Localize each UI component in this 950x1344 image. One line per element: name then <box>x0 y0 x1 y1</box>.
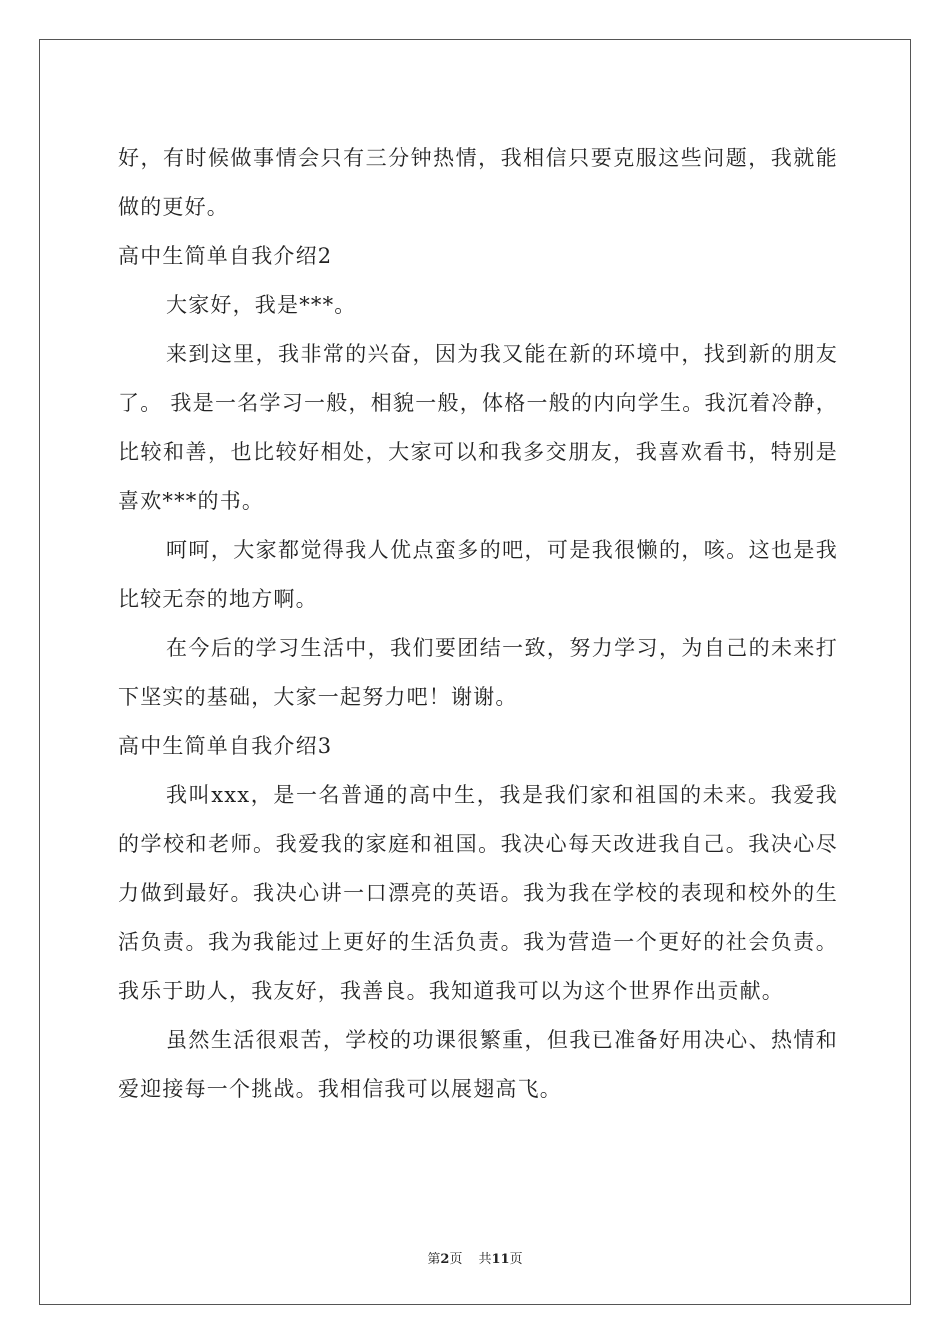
total-pages: 11 <box>491 1252 510 1267</box>
document-page <box>39 39 911 1305</box>
paragraph: 呵呵，大家都觉得我人优点蛮多的吧，可是我很懒的，咳。这也是我比较无奈的地方啊。 <box>118 538 838 611</box>
page-prefix: 第 <box>427 1252 441 1267</box>
paragraph-continuation: 好，有时候做事情会只有三分钟热情，我相信只要克服这些问题，我就能做的更好。 <box>118 146 838 219</box>
section-heading-2: 高中生简单自我介绍2 <box>118 244 333 268</box>
paragraph: 大家好，我是***。 <box>166 293 357 317</box>
total-prefix: 共 <box>478 1252 492 1267</box>
total-suffix: 页 <box>509 1252 523 1267</box>
page-footer <box>40 1248 910 1267</box>
page-number: 2 <box>440 1252 450 1267</box>
paragraph: 我叫xxx，是一名普通的高中生，我是我们家和祖国的未来。我爱我的学校和老师。我爱我的家庭和祖国。我决心每天改进我自己。我决心尽力做到最好。我决心讲一口漂亮的英语。我为我在学校的表现和校外的生活负责。我为我能过上更好的生活负责。我为营造一个更好的社会负责。我乐于助人，我友好，我善良。我知道我可以为这个世界作出贡献。 <box>118 783 838 1003</box>
page-suffix: 页 <box>449 1252 463 1267</box>
document-body <box>118 134 838 1114</box>
paragraph: 虽然生活很艰苦，学校的功课很繁重，但我已准备好用决心、热情和爱迎接每一个挑战。我相信我可以展翅高飞。 <box>118 1028 838 1101</box>
paragraph: 在今后的学习生活中，我们要团结一致，努力学习，为自己的未来打下坚实的基础，大家一起努力吧！谢谢。 <box>118 636 838 709</box>
paragraph: 来到这里，我非常的兴奋，因为我又能在新的环境中，找到新的朋友了。 我是一名学习一般，相貌一般，体格一般的内向学生。我沉着冷静，比较和善，也比较好相处，大家可以和我多交朋友，我喜欢看书，特别是喜欢***的书。 <box>118 342 838 513</box>
section-heading-3: 高中生简单自我介绍3 <box>118 734 333 758</box>
